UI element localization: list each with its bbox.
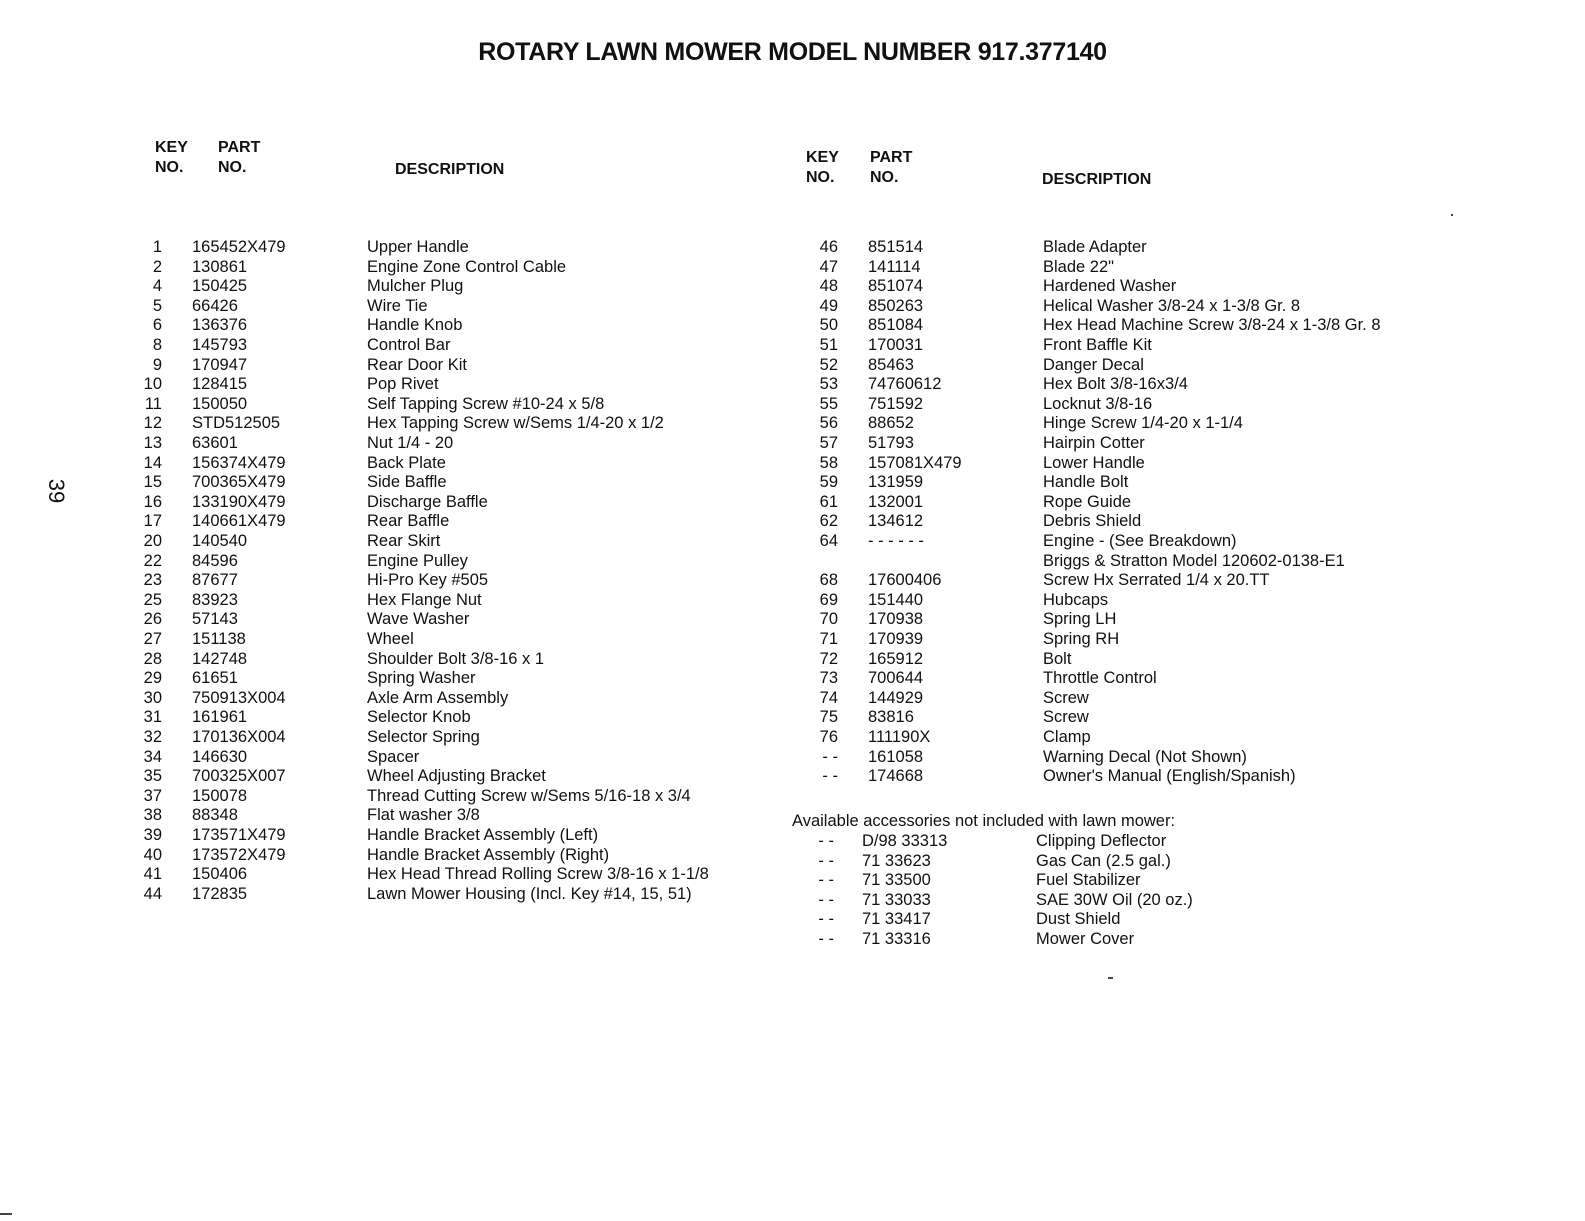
- key-number: 53: [819, 375, 838, 394]
- left-description-header: DESCRIPTION: [395, 161, 505, 178]
- part-number: 111190X: [868, 728, 931, 746]
- parts-row: [808, 630, 1508, 650]
- part-number: 61651: [192, 669, 238, 688]
- parts-row: [132, 395, 832, 415]
- part-number: 71 33623: [862, 851, 931, 870]
- part-description: Spring Washer: [367, 669, 476, 688]
- parts-row: [808, 669, 1508, 689]
- parts-row: [132, 865, 832, 885]
- key-number: 72: [819, 649, 838, 668]
- part-description: Wheel: [367, 630, 414, 648]
- key-number: 34: [143, 747, 162, 766]
- part-number: 157081X479: [868, 453, 962, 472]
- part-number: 161961: [192, 708, 248, 727]
- key-number: 4: [152, 277, 162, 296]
- key-number: - -: [822, 767, 838, 786]
- key-number: 11: [144, 394, 162, 413]
- part-description: Selector Spring: [367, 728, 480, 746]
- key-number: 50: [819, 316, 838, 335]
- scan-speck: [1451, 214, 1453, 216]
- part-number: 71 33316: [862, 930, 931, 948]
- parts-row: [132, 336, 832, 356]
- parts-row: [132, 277, 832, 297]
- parts-row: [132, 846, 832, 866]
- part-description: Hinge Screw 1/4-20 x 1-1/4: [1043, 414, 1243, 433]
- part-number: 700644: [868, 669, 924, 688]
- part-description: Thread Cutting Screw w/Sems 5/16-18 x 3/4: [367, 786, 691, 805]
- part-description: Bolt: [1043, 649, 1072, 668]
- key-number: 30: [143, 688, 162, 707]
- key-number: 51: [819, 336, 838, 354]
- key-number: 56: [819, 414, 838, 433]
- parts-row: [808, 356, 1508, 376]
- parts-row: [132, 297, 832, 317]
- part-number: STD512505: [192, 414, 281, 433]
- parts-row: [808, 414, 1508, 434]
- key-number: - -: [822, 747, 838, 766]
- part-description: Locknut 3/8-16: [1043, 394, 1153, 413]
- parts-row: [808, 708, 1508, 728]
- part-description: Rear Baffle: [367, 512, 450, 531]
- part-number: 140540: [192, 532, 248, 550]
- key-number: 16: [143, 492, 162, 511]
- part-description: Spring RH: [1043, 630, 1120, 648]
- key-number: 29: [143, 669, 162, 688]
- part-number: 174668: [868, 767, 924, 786]
- key-number: 75: [819, 708, 838, 727]
- key-number: 13: [143, 434, 162, 452]
- part-description: Handle Bracket Assembly (Right): [367, 845, 610, 864]
- part-number: 51793: [868, 434, 914, 452]
- parts-row: [808, 316, 1508, 336]
- parts-row: [132, 473, 832, 493]
- part-number: 851084: [868, 316, 924, 335]
- part-description: Spring LH: [1043, 610, 1117, 629]
- key-number: 17: [143, 512, 162, 531]
- key-number: 15: [143, 473, 162, 492]
- part-number: 131959: [868, 473, 924, 492]
- parts-row: [132, 806, 832, 826]
- part-number: 145793: [192, 336, 248, 354]
- part-description: Engine Zone Control Cable: [367, 257, 567, 276]
- parts-row: [132, 748, 832, 768]
- part-number: 170947: [192, 355, 248, 374]
- parts-row: [808, 571, 1508, 591]
- key-number: 22: [143, 551, 162, 570]
- parts-row: [804, 852, 1504, 872]
- part-number: 88348: [192, 806, 238, 825]
- part-number: 140661X479: [192, 512, 286, 531]
- key-header-line1: KEY: [806, 149, 839, 166]
- part-description: Dust Shield: [1036, 910, 1121, 929]
- part-description: Mulcher Plug: [367, 277, 464, 296]
- part-description: Hex Bolt 3/8-16x3/4: [1043, 375, 1188, 394]
- part-number: 161058: [868, 747, 924, 766]
- parts-row: [132, 258, 832, 278]
- right-description-header: DESCRIPTION: [1042, 171, 1152, 188]
- part-description: Engine Pulley: [367, 551, 468, 570]
- part-description: Axle Arm Assembly: [367, 688, 509, 707]
- key-number: 44: [143, 884, 162, 903]
- part-number: 850263: [868, 296, 924, 315]
- part-number: 151138: [192, 630, 246, 648]
- part-number: 165912: [868, 649, 924, 668]
- key-number: 23: [143, 571, 162, 590]
- part-number: 87677: [192, 571, 238, 590]
- part-number: 17600406: [868, 571, 942, 590]
- part-description: Nut 1/4 - 20: [367, 434, 454, 452]
- key-number: 8: [152, 336, 162, 354]
- part-header-line1: PART: [218, 139, 261, 156]
- parts-row: [132, 316, 832, 336]
- key-number: 41: [143, 865, 162, 884]
- parts-row: [132, 728, 832, 748]
- key-number: 57: [819, 434, 838, 452]
- page-number: 39: [44, 478, 70, 504]
- key-number: 52: [819, 355, 838, 374]
- part-number: 71 33500: [862, 871, 931, 890]
- key-number: 37: [143, 786, 162, 805]
- part-number: 71 33417: [862, 910, 931, 929]
- key-number: 28: [143, 649, 162, 668]
- part-description: Handle Bracket Assembly (Left): [367, 826, 599, 844]
- part-description: Mower Cover: [1036, 930, 1135, 948]
- key-number: 39: [143, 826, 162, 844]
- part-number: 142748: [192, 649, 248, 668]
- part-description: Front Baffle Kit: [1043, 336, 1152, 354]
- part-description: Hex Tapping Screw w/Sems 1/4-20 x 1/2: [367, 414, 664, 433]
- part-description: Screw: [1043, 708, 1089, 727]
- part-description: Shoulder Bolt 3/8-16 x 1: [367, 649, 545, 668]
- key-number: 64: [819, 532, 838, 550]
- key-number: 12: [143, 414, 162, 433]
- part-number: 130861: [192, 257, 248, 276]
- part-number: 750913X004: [192, 688, 286, 707]
- part-number: - - - - - -: [868, 532, 924, 550]
- key-number: 58: [819, 453, 838, 472]
- key-number: 2: [152, 257, 162, 276]
- part-header-line2: NO.: [870, 169, 899, 186]
- part-description: Rear Door Kit: [367, 355, 467, 374]
- parts-row: [808, 297, 1508, 317]
- accessories-title: Available accessories not included with lawn mower:: [792, 812, 1176, 830]
- part-description: Discharge Baffle: [367, 492, 488, 511]
- key-number: 6: [152, 316, 162, 335]
- key-number: - -: [818, 871, 834, 890]
- key-number: 40: [143, 845, 162, 864]
- part-description: Debris Shield: [1043, 512, 1142, 531]
- part-description: Owner's Manual (English/Spanish): [1043, 767, 1296, 786]
- parts-row: [808, 591, 1508, 611]
- part-description: Wheel Adjusting Bracket: [367, 767, 546, 786]
- parts-row: [132, 454, 832, 474]
- key-header-line1: KEY: [155, 139, 188, 156]
- parts-row: [808, 434, 1508, 454]
- parts-row: [808, 512, 1508, 532]
- left-part-header: [218, 138, 260, 178]
- part-description: Wire Tie: [367, 296, 428, 315]
- key-number: 76: [819, 728, 838, 746]
- part-description: Control Bar: [367, 336, 451, 354]
- parts-row: [808, 767, 1508, 787]
- key-number: 9: [152, 355, 162, 374]
- key-number: 32: [143, 728, 162, 746]
- parts-row: [132, 689, 832, 709]
- part-number: 150050: [192, 394, 248, 413]
- parts-row: [808, 395, 1508, 415]
- part-description: Hex Head Machine Screw 3/8-24 x 1-3/8 Gr. 8: [1043, 316, 1381, 335]
- parts-row: [808, 473, 1508, 493]
- part-number: 170136X004: [192, 728, 286, 746]
- key-number: 26: [143, 610, 162, 629]
- parts-row: [808, 532, 1508, 552]
- key-number: 46: [819, 238, 838, 256]
- part-description: Helical Washer 3/8-24 x 1-3/8 Gr. 8: [1043, 296, 1301, 315]
- part-number: 700325X007: [192, 767, 286, 786]
- part-number: 133190X479: [192, 492, 286, 511]
- part-description: Lawn Mower Housing (Incl. Key #14, 15, 51): [367, 884, 692, 903]
- parts-row: [808, 610, 1508, 630]
- parts-row: [808, 336, 1508, 356]
- part-number: 851074: [868, 277, 924, 296]
- parts-row: [132, 434, 832, 454]
- part-number: 83923: [192, 590, 238, 609]
- part-description: Handle Knob: [367, 316, 463, 335]
- key-number: - -: [818, 851, 834, 870]
- key-number: 70: [819, 610, 838, 629]
- part-description: Hex Head Thread Rolling Screw 3/8-16 x 1-1/8: [367, 865, 709, 884]
- part-description: Screw: [1043, 688, 1089, 707]
- part-description: Fuel Stabilizer: [1036, 871, 1141, 890]
- part-description: Gas Can (2.5 gal.): [1036, 851, 1171, 870]
- parts-row: [132, 493, 832, 513]
- page-title: ROTARY LAWN MOWER MODEL NUMBER 917.377140: [478, 38, 1107, 66]
- key-number: 74: [819, 688, 838, 707]
- part-number: 170938: [868, 610, 924, 629]
- parts-row: [804, 930, 1504, 950]
- parts-row: [132, 826, 832, 846]
- parts-row: [804, 832, 1504, 852]
- key-number: 69: [819, 590, 838, 609]
- part-number: 136376: [192, 316, 248, 335]
- part-number: 751592: [868, 394, 924, 413]
- parts-row: [132, 630, 832, 650]
- parts-row: [808, 689, 1508, 709]
- parts-row: [808, 375, 1508, 395]
- key-number: 1: [152, 238, 162, 256]
- key-number: 48: [819, 277, 838, 296]
- part-description: Hairpin Cotter: [1043, 434, 1145, 452]
- part-number: 132001: [868, 492, 924, 511]
- key-number: 49: [819, 296, 838, 315]
- part-description: Hardened Washer: [1043, 277, 1177, 296]
- parts-row: [132, 787, 832, 807]
- part-description: Hex Flange Nut: [367, 590, 482, 609]
- key-number: 35: [143, 767, 162, 786]
- part-description: Rope Guide: [1043, 492, 1132, 511]
- part-number: 84596: [192, 551, 238, 570]
- parts-row: [132, 552, 832, 572]
- parts-row: [132, 512, 832, 532]
- parts-row: [132, 414, 832, 434]
- parts-row: [804, 910, 1504, 930]
- part-number: 170031: [868, 336, 924, 354]
- part-description: Clamp: [1043, 728, 1091, 746]
- parts-row: [132, 532, 832, 552]
- key-number: 14: [143, 453, 162, 472]
- part-number: 128415: [192, 375, 248, 394]
- part-description: Throttle Control: [1043, 669, 1157, 688]
- parts-row: [804, 871, 1504, 891]
- parts-row: [808, 748, 1508, 768]
- part-description: Warning Decal (Not Shown): [1043, 747, 1247, 766]
- part-number: 172835: [192, 884, 248, 903]
- part-number: 150078: [192, 786, 248, 805]
- part-number: 71 33033: [862, 890, 931, 909]
- key-number: 20: [143, 532, 162, 550]
- key-number: 47: [819, 257, 838, 276]
- parts-row: [808, 258, 1508, 278]
- key-number: 38: [143, 806, 162, 825]
- part-number: 63601: [192, 434, 238, 452]
- parts-row: [132, 238, 832, 258]
- key-number: 62: [819, 512, 838, 531]
- parts-row: [132, 708, 832, 728]
- parts-row: [132, 610, 832, 630]
- part-description: Screw Hx Serrated 1/4 x 20.TT: [1043, 571, 1270, 590]
- part-number: 150406: [192, 865, 248, 884]
- parts-row: [808, 552, 1508, 572]
- key-number: 59: [819, 473, 838, 492]
- part-number: 150425: [192, 277, 248, 296]
- part-description: Side Baffle: [367, 473, 447, 492]
- key-number: 73: [819, 669, 838, 688]
- parts-row: [808, 454, 1508, 474]
- part-number: 141114: [868, 257, 921, 276]
- key-number: - -: [818, 910, 834, 929]
- key-number: 25: [143, 590, 162, 609]
- part-number: 173571X479: [192, 826, 286, 844]
- key-number: 61: [819, 492, 838, 511]
- scan-speck: [1108, 977, 1113, 979]
- part-number: 156374X479: [192, 453, 286, 472]
- key-number: 5: [152, 296, 162, 315]
- part-number: 146630: [192, 747, 248, 766]
- part-description: SAE 30W Oil (20 oz.): [1036, 890, 1193, 909]
- part-number: 66426: [192, 296, 238, 315]
- part-number: 700365X479: [192, 473, 286, 492]
- parts-row: [132, 650, 832, 670]
- parts-row: [132, 356, 832, 376]
- parts-row: [132, 375, 832, 395]
- key-header-line2: NO.: [155, 159, 184, 176]
- left-key-header: [155, 138, 188, 178]
- key-number: 10: [143, 375, 162, 394]
- part-description: Blade Adapter: [1043, 238, 1147, 256]
- right-part-header: [870, 148, 912, 188]
- part-number: 85463: [868, 355, 914, 374]
- part-description: Selector Knob: [367, 708, 471, 727]
- part-description: Clipping Deflector: [1036, 832, 1167, 850]
- parts-row: [132, 669, 832, 689]
- part-description: Spacer: [367, 747, 420, 766]
- part-number: 74760612: [868, 375, 942, 394]
- parts-row: [132, 885, 832, 905]
- part-number: 165452X479: [192, 238, 286, 256]
- key-header-line2: NO.: [806, 169, 835, 186]
- part-description: Briggs & Stratton Model 120602-0138-E1: [1043, 551, 1345, 570]
- parts-row: [804, 891, 1504, 911]
- part-description: Danger Decal: [1043, 355, 1144, 374]
- part-number: 170939: [868, 630, 924, 648]
- part-description: Self Tapping Screw #10-24 x 5/8: [367, 394, 605, 413]
- parts-row: [808, 650, 1508, 670]
- parts-row: [132, 591, 832, 611]
- part-number: 88652: [868, 414, 914, 433]
- part-description: Hi-Pro Key #505: [367, 571, 489, 590]
- part-header-line2: NO.: [218, 159, 247, 176]
- key-number: 55: [819, 394, 838, 413]
- key-number: - -: [818, 832, 834, 850]
- right-key-header: [806, 148, 839, 188]
- part-number: 144929: [868, 688, 924, 707]
- part-number: 134612: [868, 512, 924, 531]
- parts-row: [808, 277, 1508, 297]
- key-number: 68: [819, 571, 838, 590]
- scan-speck: [0, 1213, 12, 1215]
- part-description: Blade 22": [1043, 257, 1114, 276]
- key-number: 31: [143, 708, 162, 727]
- key-number: - -: [818, 890, 834, 909]
- key-number: - -: [818, 930, 834, 948]
- part-number: 83816: [868, 708, 914, 727]
- part-description: Back Plate: [367, 453, 446, 472]
- part-number: 173572X479: [192, 845, 286, 864]
- parts-row: [132, 571, 832, 591]
- part-number: 851514: [868, 238, 924, 256]
- part-description: Rear Skirt: [367, 532, 441, 550]
- parts-row: [808, 728, 1508, 748]
- part-description: Pop Rivet: [367, 375, 439, 394]
- part-description: Upper Handle: [367, 238, 469, 256]
- part-description: Lower Handle: [1043, 453, 1145, 472]
- parts-row: [808, 238, 1508, 258]
- key-number: 71: [819, 630, 838, 648]
- part-description: Flat washer 3/8: [367, 806, 480, 825]
- part-number: 57143: [192, 610, 238, 629]
- part-description: Engine - (See Breakdown): [1043, 532, 1237, 550]
- part-number: 151440: [868, 590, 924, 609]
- part-header-line1: PART: [870, 149, 913, 166]
- part-description: Wave Washer: [367, 610, 470, 629]
- part-description: Hubcaps: [1043, 590, 1109, 609]
- part-number: D/98 33313: [862, 832, 948, 850]
- parts-row: [132, 767, 832, 787]
- parts-row: [808, 493, 1508, 513]
- part-description: Handle Bolt: [1043, 473, 1129, 492]
- key-number: 27: [143, 630, 162, 648]
